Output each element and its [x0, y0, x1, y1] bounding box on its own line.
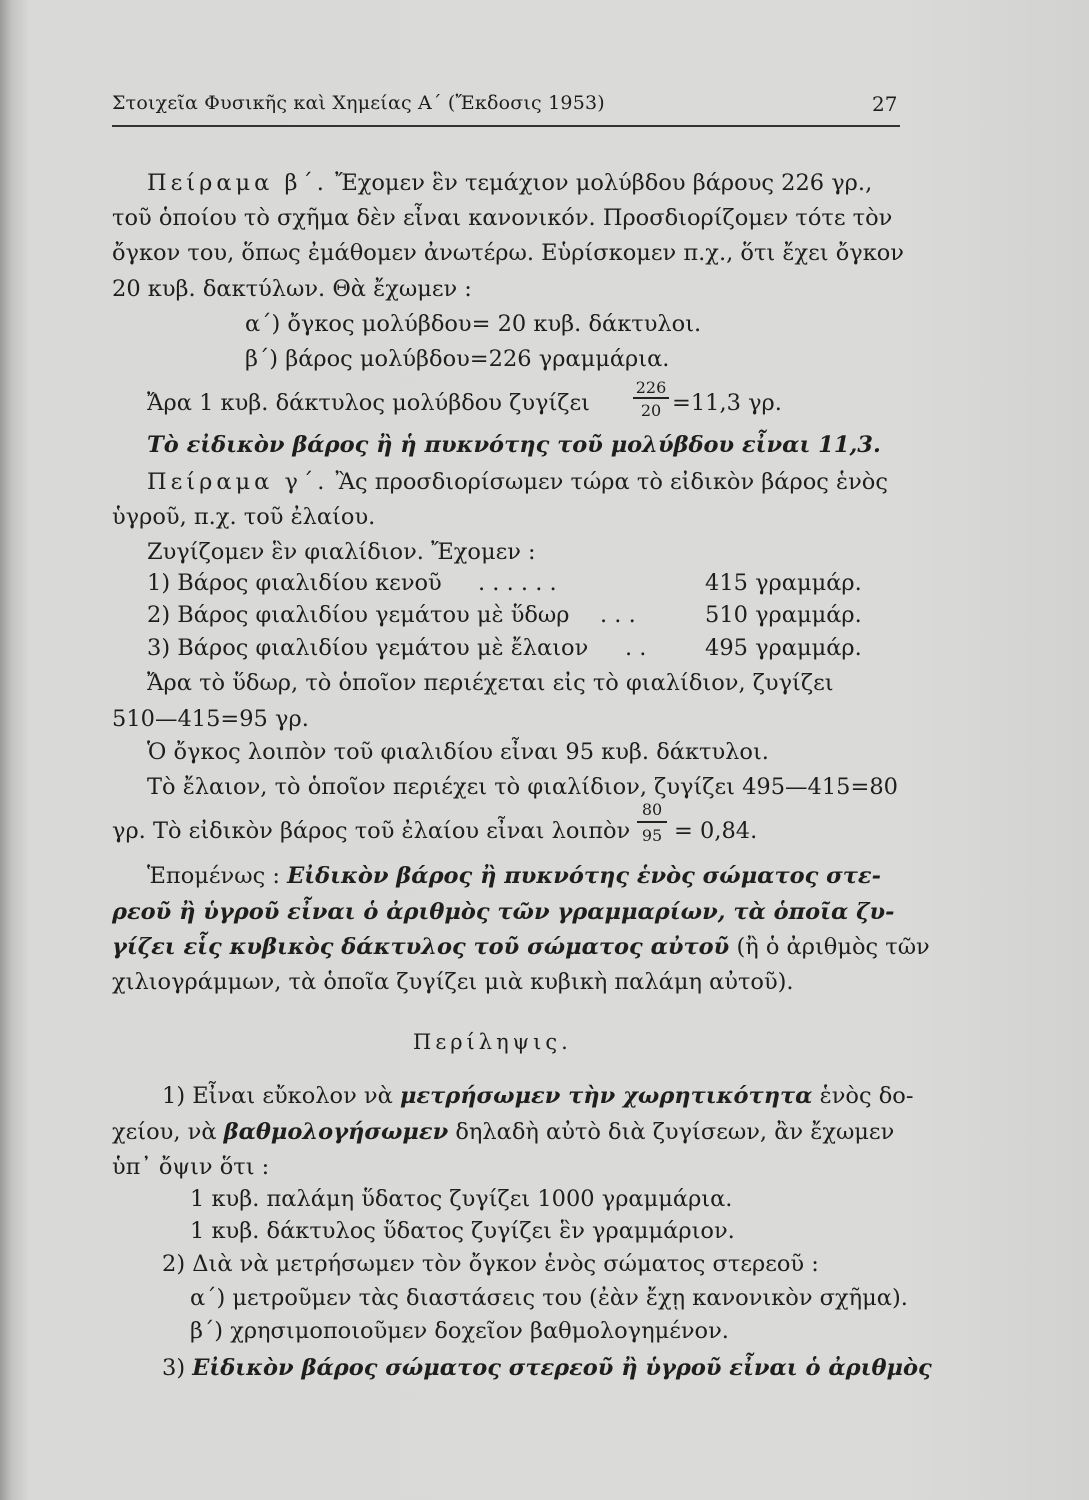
- measure-item-3: 3) Βάρος φιαλιδίου γεμάτου μὲ ἔλαιον: [147, 635, 589, 661]
- exp-c-line-6: Ὁ ὄγκος λοιπὸν τοῦ φιαλιδίου εἶναι 95 κυβ. δάκτυλοι.: [147, 739, 769, 765]
- exp-b-line-2: τοῦ ὁποίου τὸ σχῆμα δὲν εἶναι κανονικόν. Προσδιορίζομεν τότε τὸν: [112, 205, 893, 231]
- exp-b-line-1: Πείραμα β΄. Ἔχομεν ἓν τεμάχιον μολύβδου βάρους 226 γρ.,: [147, 170, 873, 196]
- measure-item-2-dots: . . .: [600, 602, 636, 628]
- summary-1-fact-1: 1 κυβ. παλάμη ὕδατος ζυγίζει 1000 γραμμάρια.: [190, 1186, 733, 1212]
- running-header: Στοιχεῖα Φυσικῆς καὶ Χημείας Α΄ (Ἔκδοσις 1953): [112, 92, 605, 114]
- exp-b-ara-text: Ἄρα 1 κυβ. δάκτυλος μολύβδου ζυγίζει: [147, 390, 590, 416]
- exp-c-line-8: γρ. Τὸ εἰδικὸν βάρος τοῦ ἐλαίου εἶναι λοιπὸν: [112, 818, 631, 844]
- summary-1-line-1: 1) Εἶναι εὔκολον νὰ μετρήσωμεν τὴν χωρητικότητα ἑνὸς δο-: [162, 1083, 914, 1109]
- page-number: 27: [872, 92, 898, 116]
- summary-heading: Περίληψις.: [413, 1030, 572, 1054]
- exp-b-label: Πείραμα β΄.: [147, 170, 328, 196]
- exp-c-line-4: Ἄρα τὸ ὕδωρ, τὸ ὁποῖον περιέχεται εἰς τὸ φιαλίδιον, ζυγίζει: [147, 670, 834, 696]
- definition-paren: (ἢ ὁ ἀριθμὸς τῶν: [736, 934, 930, 960]
- definition-line-3: [112, 936, 930, 959]
- exp-b-ara-result: =11,3 γρ.: [672, 390, 782, 416]
- summary-3-line: 3) Εἰδικὸν βάρος σώματος στερεοῦ ἢ ὑγροῦ εἶναι ὁ ἀριθμὸς: [162, 1355, 932, 1381]
- definition-bold-3: γίζει εἷς κυβικὸς δάκτυλος τοῦ σώματος αὐτοῦ: [112, 934, 730, 960]
- exp-b-conclusion: Τὸ εἰδικὸν βάρος ἢ ἡ πυκνότης τοῦ μολύβδου εἶναι 11,3.: [147, 432, 881, 458]
- definition-line-4: χιλιογράμμων, τὰ ὁποῖα ζυγίζει μιὰ κυβικὴ παλάμη αὐτοῦ).: [112, 969, 794, 995]
- exp-c-label: Πείραμα γ΄.: [147, 469, 329, 495]
- exp-c-line-7: Τὸ ἔλαιον, τὸ ὁποῖον περιέχει τὸ φιαλίδιον, ζυγίζει 495—415=80: [147, 774, 898, 800]
- measure-item-1: 1) Βάρος φιαλιδίου κενοῦ: [147, 570, 442, 596]
- fraction-numerator-226: 226: [635, 378, 667, 397]
- exp-c-line-1: Πείραμα γ΄. Ἂς προσδιορίσωμεν τώρα τὸ εἰδικὸν βάρος ἑνὸς: [147, 469, 888, 495]
- measure-item-3-dots: . .: [625, 635, 647, 661]
- fraction-bar: [637, 821, 667, 823]
- fraction-numerator-80: 80: [641, 800, 663, 819]
- fraction-denominator-95: 95: [641, 826, 663, 845]
- summary-2-item-b: β΄) χρησιμοποιοῦμεν δοχεῖον βαθμολογημένον.: [190, 1318, 729, 1344]
- definition-line-1: [147, 865, 881, 888]
- summary-1-fact-2: 1 κυβ. δάκτυλος ὕδατος ζυγίζει ἓν γραμμάριον.: [190, 1218, 735, 1244]
- definition-line-2: ρεοῦ ἢ ὑγροῦ εἶναι ὁ ἀριθμὸς τῶν γραμμαρίων, τὰ ὁποῖα ζυ-: [112, 899, 895, 925]
- exp-c-line-2: ὑγροῦ, π.χ. τοῦ ἐλαίου.: [112, 504, 376, 530]
- fraction-denominator-20: 20: [640, 401, 662, 420]
- exp-c-result: = 0,84.: [674, 818, 758, 844]
- exp-b-item-a: α΄) ὄγκος μολύβδου= 20 κυβ. δάκτυλοι.: [245, 311, 702, 337]
- measure-item-2: 2) Βάρος φιαλιδίου γεμάτου μὲ ὕδωρ: [147, 602, 570, 628]
- measure-item-3-value: 495 γραμμάρ.: [705, 635, 862, 661]
- exp-b-line-3: ὄγκον του, ὅπως ἐμάθομεν ἀνωτέρω. Εὑρίσκομεν π.χ., ὅτι ἔχει ὄγκον: [112, 240, 904, 266]
- summary-2-item-a: α΄) μετροῦμεν τὰς διαστάσεις του (ἐὰν ἔχῃ κανονικὸν σχῆμα).: [190, 1285, 908, 1311]
- summary-2-line: 2) Διὰ νὰ μετρήσωμεν τὸν ὄγκον ἑνὸς σώματος στερεοῦ :: [162, 1251, 819, 1277]
- exp-b-line-4: 20 κυβ. δακτύλων. Θὰ ἔχωμεν :: [112, 276, 472, 302]
- definition-lead: Ἑπομένως :: [147, 863, 280, 889]
- definition-bold-1: Εἰδικὸν βάρος ἢ πυκνότης ἑνὸς σώματος στε-: [287, 863, 881, 889]
- summary-1-line-2: χείου, νὰ βαθμολογήσωμεν δηλαδὴ αὐτὸ διὰ ζυγίσεων, ἂν ἔχωμεν: [112, 1119, 895, 1145]
- exp-c-line-5: 510—415=95 γρ.: [112, 706, 309, 732]
- measure-item-2-value: 510 γραμμάρ.: [705, 602, 862, 628]
- exp-c-line-3: Ζυγίζομεν ἓν φιαλίδιον. Ἔχομεν :: [147, 539, 536, 565]
- measure-item-1-dots: . . . . . .: [478, 570, 557, 596]
- summary-1-line-3: ὑπ᾿ ὄψιν ὅτι :: [112, 1154, 270, 1180]
- measure-item-1-value: 415 γραμμάρ.: [705, 570, 862, 596]
- exp-b-item-b: β΄) βάρος μολύβδου=226 γραμμάρια.: [245, 346, 670, 372]
- header-rule: [112, 125, 900, 127]
- fraction-bar: [633, 397, 669, 399]
